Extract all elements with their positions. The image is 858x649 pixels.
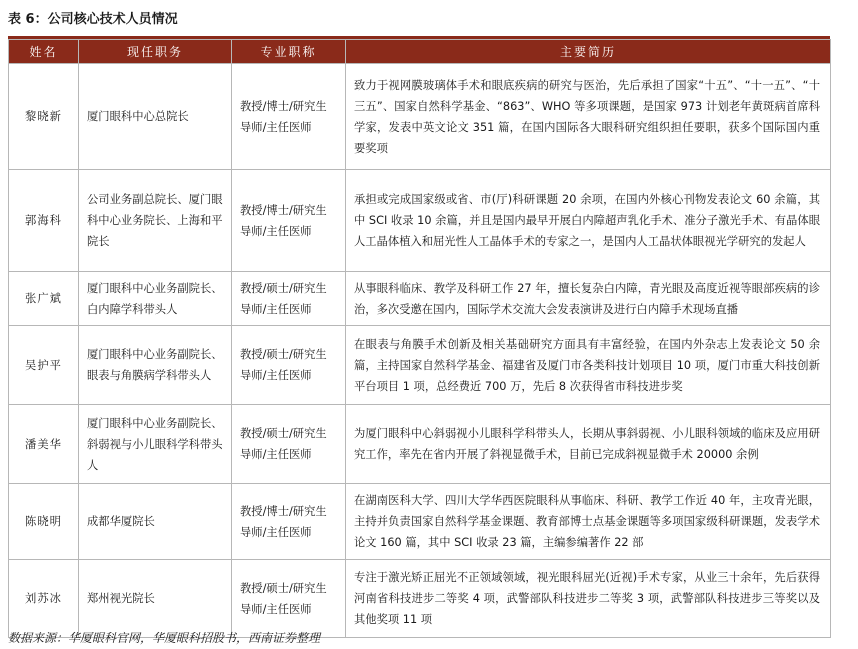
cell-resume: 从事眼科临床、教学及科研工作 27 年，擅长复杂白内障，青光眼及高度近视等眼部疾病的诊治，多次受邀在国内，国际学术交流大会发表演讲及进行白内障手术现场直播 xyxy=(346,272,831,326)
cell-name: 潘美华 xyxy=(9,405,79,484)
table-row xyxy=(9,170,831,272)
cell-resume: 专注于激光矫正屈光不正领域领域，视光眼科屈光(近视)手术专家，从业三十余年，先后获得河南省科技进步二等奖 4 项，武警部队科技进步二等奖 3 项，武警部队科技进步三等奖以及其他奖项 11 项 xyxy=(346,560,831,638)
cell-position: 成都华厦院长 xyxy=(79,484,232,560)
cell-resume: 承担或完成国家级或省、市(厅)科研课题 20 余项，在国内外核心刊物发表论文 60 余篇，其中 SCI 收录 10 余篇，并且是国内最早开展白内障超声乳化手术、准分子激光手术、有晶体眼人工晶体植入和屈光性人工晶体手术的专家之一，是国内人工晶状体眼视光学研究的发起人 xyxy=(346,170,831,272)
source-note: 数据来源：华厦眼科官网，华厦眼科招股书，西南证券整理 xyxy=(8,631,321,645)
cell-professional-title: 教授/博士/研究生导师/主任医师 xyxy=(232,170,346,272)
table-row xyxy=(9,64,831,170)
cell-professional-title: 教授/博士/研究生导师/主任医师 xyxy=(232,484,346,560)
cell-name: 张广斌 xyxy=(9,272,79,326)
cell-resume: 在湖南医科大学、四川大学华西医院眼科从事临床、科研、教学工作近 40 年，主攻青光眼，主持并负责国家自然科学基金课题、教育部博士点基金课题等多项国家级科研课题，发表学术论文 160 篇，其中 SCI 收录 23 篇，主编参编著作 22 部 xyxy=(346,484,831,560)
header-resume: 主要简历 xyxy=(346,40,831,64)
table-header-row xyxy=(9,40,831,64)
table-caption: 表 6：公司核心技术人员情况 xyxy=(8,12,178,27)
cell-professional-title: 教授/硕士/研究生导师/主任医师 xyxy=(232,560,346,638)
cell-professional-title: 教授/硕士/研究生导师/主任医师 xyxy=(232,405,346,484)
cell-position: 郑州视光院长 xyxy=(79,560,232,638)
cell-position: 厦门眼科中心业务副院长、眼表与角膜病学科带头人 xyxy=(79,326,232,405)
cell-name: 吴护平 xyxy=(9,326,79,405)
header-position: 现任职务 xyxy=(79,40,232,64)
cell-name: 郭海科 xyxy=(9,170,79,272)
table-row xyxy=(9,326,831,405)
cell-position: 公司业务副总院长、厦门眼科中心业务院长、上海和平院长 xyxy=(79,170,232,272)
cell-professional-title: 教授/博士/研究生导师/主任医师 xyxy=(232,64,346,170)
cell-name: 陈晓明 xyxy=(9,484,79,560)
cell-position: 厦门眼科中心业务副院长、白内障学科带头人 xyxy=(79,272,232,326)
cell-professional-title: 教授/硕士/研究生导师/主任医师 xyxy=(232,272,346,326)
cell-resume: 致力于视网膜玻璃体手术和眼底疾病的研究与医治，先后承担了国家“十五”、“十一五”、“十三五”、国家自然科学基金、“863”、WHO 等多项课题，是国家 973 计划老年黄斑病首席科学家，发表中英文论文 351 篇，在国内国际各大眼科研究组织担任要职，获多个国际国内重要奖项 xyxy=(346,64,831,170)
cell-position: 厦门眼科中心总院长 xyxy=(79,64,232,170)
table-row xyxy=(9,560,831,638)
header-professional-title: 专业职称 xyxy=(232,40,346,64)
core-staff-table xyxy=(8,39,831,638)
cell-position: 厦门眼科中心业务副院长、斜弱视与小儿眼科学科带头人 xyxy=(79,405,232,484)
header-name: 姓名 xyxy=(9,40,79,64)
cell-professional-title: 教授/硕士/研究生导师/主任医师 xyxy=(232,326,346,405)
table-row xyxy=(9,484,831,560)
cell-name: 黎晓新 xyxy=(9,64,79,170)
table-row xyxy=(9,405,831,484)
table-row xyxy=(9,272,831,326)
cell-name: 刘苏冰 xyxy=(9,560,79,638)
cell-resume: 为厦门眼科中心斜弱视小儿眼科学科带头人，长期从事斜弱视、小儿眼科领域的临床及应用研究工作，率先在省内开展了斜视显微手术，目前已完成斜视显微手术 20000 余例 xyxy=(346,405,831,484)
cell-resume: 在眼表与角膜手术创新及相关基础研究方面具有丰富经验，在国内外杂志上发表论文 50 余篇，主持国家自然科学基金、福建省及厦门市各类科技计划项目 10 项，厦门市重大科技创新平台项目 1 项，总经费近 700 万，先后 8 次获得省市科技进步奖 xyxy=(346,326,831,405)
